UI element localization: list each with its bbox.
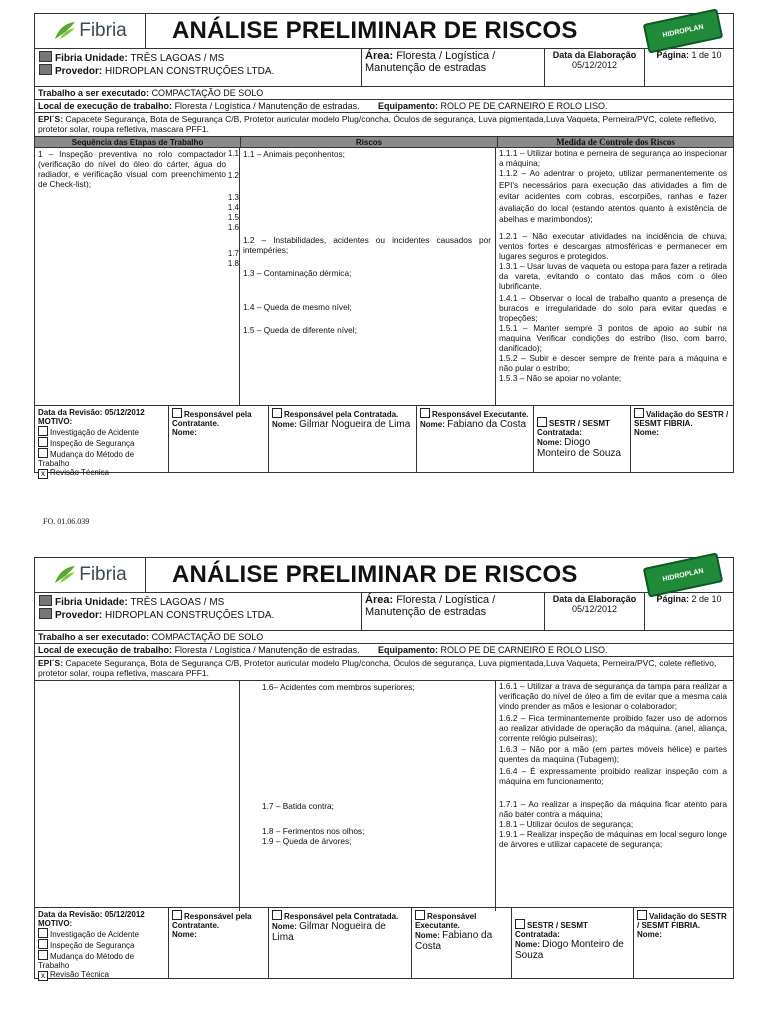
data-elaboracao-cell: Data da Elaboração 05/12/2012 [545,593,645,630]
checkbox-icon [39,64,52,75]
checkbox-icon[interactable] [415,910,425,920]
checkbox-icon[interactable] [272,910,282,920]
info-row: Fibria Unidade: TRÊS LAGOAS / MS Provedor: HIDROPLAN CONSTRUÇÕES LTDA. Área: Floresta / Logística / Manutenção de estradas Data da Elaboração 05/12/2012 Página: 1 de 10 [35,49,733,87]
checkbox-icon[interactable] [420,408,430,418]
checkbox-icon [39,608,52,619]
logo-text: Fibria [79,564,127,585]
fibria-logo [35,14,146,48]
checkbox-icon[interactable] [515,919,525,929]
checkbox-icon [39,595,52,606]
area-cell: Área: Floresta / Logística / Manutenção de estradas [362,49,545,86]
data-elaboracao-cell: Data da Elaboração 05/12/2012 [545,49,645,86]
unidade-value: TRÊS LAGOAS / MS [130,53,225,64]
medidas-list: 1.6.1 – Utilizar a trava de segurança da tampa para realizar a verificação do nível de óleo a fim de evitar que a mesma caia vindo prender as mãos e lesionar o colaborador; 1.6.2 – Fica terminantemente proibido fazer uso de adornos ao realizar atividade de operação da máquina. (anel, aliança, corrente relógio pulseiras); 1.6.3 – Não por a mão (em partes móveis hélice) e partes quentes da maquina (Tubagem); 1.6.4 – É expressamente proibido realizar inspeção com a máquina em funcionamento; 1.7.1 – Ao realizar a inspeção da máquina ficar atento para não bater contra a máquina; 1.8.1 – Utilizar óculos de segurança; 1.9.1 – Realizar inspeção de máquinas em local seguro longe de árvores e utilizar capacete de segurança; [499,681,727,849]
pagina-cell: Página: 2 de 10 [656,594,722,604]
col-etapas: Sequência das Etapas de Trabalho [35,137,241,147]
epi-row: EPI´S: Capacete Segurança, Bota de Segurança C/B, Protetor auricular modelo Plug/concha, Óculos de segurança, Luva pigmentada,Luva Vaqueta, Perneira/PVC, colete refletivo, protetor solar, roupa refletiva, mascara PFF1. [35,113,733,137]
checkbox-icon[interactable] [172,910,182,920]
column-header [35,137,733,148]
risco-1-3: 1.3 – Contaminação dérmica; [243,268,352,278]
page-title: ANÁLISE PRELIMINAR DE RISCOS [172,17,578,44]
medidas-list: 1.1.1 – Utilizar botina e perneira de segurança ao inspecionar a máquina; 1.1.2 – Ao adentrar o projeto, utilizar permanentemente os EPI's necessários para execução das atividades a fim de evitar acidentes com cobras, escorpiões, ranhas e fazer avaliação do local (estando atentos quanto à existência de abelhas e marimbondos); 1.2.1 – Não executar atividades na incidência de chuva, ventos fortes e descargas atmosféricas e permanecer em lugares seguros e protegidos. 1.3.1 – Usar luvas de vaqueta ou estopa para fazer a retirada da vareta, evitando o contato das mãos com o óleo lubrificante. 1.4.1 – Observar o local de trabalho quanto a presença de buracos e irregularidade do solo para evitar quedas e tropeções; 1.5.1 – Manter sempre 3 pontos de apoio ao subir na maquina Verificar condições do estribo (liso, com barro, danificado); 1.5.2 – Subir e descer sempre de frente para a máquina e não pular o estribo; 1.5.3 – Não se apoiar no volante; [499,148,727,383]
risco-1-4: 1.4 – Queda de mesmo nível; [243,302,352,312]
info-row: Fibria Unidade: TRÊS LAGOAS / MS Provedor: HIDROPLAN CONSTRUÇÕES LTDA. Área: Floresta / Logística / Manutenção de estradas Data da Elaboração 05/12/2012 Página: 2 de 10 [35,593,733,631]
checkbox-icon[interactable] [634,408,644,418]
local-row: Local de execução de trabalho: Floresta / Logística / Manutenção de estradas. Equipamento: ROLO PE DE CARNEIRO E ROLO LISO. [35,100,733,113]
hidroplan-logo [633,14,733,48]
risco-1-7: 1.7 – Batida contra; [262,801,334,811]
area-cell: Área: Floresta / Logística / Manutenção de estradas [362,593,545,630]
provedor-value: HIDROPLAN CONSTRUÇÕES LTDA. [105,66,275,77]
table-body [35,681,733,911]
signature-footer: Data da Revisão: 05/12/2012 MOTIVO: Investigação de Acidente Inspeção de Segurança Mudança do Método de Trabalho x Revisão Técnica Responsável pela Contratante. Nome: Responsável pela Contratada. Nome: Gilmar Nogueira de Lima Responsável Executante. Nome: Fabiano da Costa SESTR / SESMT Contratada: Nome: Diogo Monteiro de Souza Validação do SESTR / SESMT FIBRIA. Nome: [35,907,733,978]
risco-1-2: 1.2 – Instabilidades, acidentes ou incidentes causados por intempéries; [243,235,491,255]
risco-1-9: 1.9 – Queda de árvores; [262,836,352,846]
hidroplan-stamp: HIDROPLAN [643,8,724,53]
leaf-icon [53,565,77,585]
page-title: ANÁLISE PRELIMINAR DE RISCOS [172,561,578,588]
risco-1-5: 1.5 – Queda de diferente nível; [243,325,357,335]
page-header [35,558,733,593]
local-row: Local de execução de trabalho: Floresta / Logística / Manutenção de estradas. Equipamento: ROLO PE DE CARNEIRO E ROLO LISO. [35,644,733,657]
epi-row: EPI´S: Capacete Segurança, Bota de Segurança C/B, Protetor auricular modelo Plug/concha, Óculos de segurança, Luva pigmentada,Luva Vaqueta, Perneira/PVC, colete refletivo, protetor solar, roupa refletiva, mascara PFF1. [35,657,733,681]
trabalho-row: Trabalho a ser executado: COMPACTAÇÃO DE SOLO [35,87,733,100]
signature-footer: Data da Revisão: 05/12/2012 MOTIVO: Investigação de Acidente Inspeção de Segurança Mudança do Método de Trabalho x Revisão Técnica Responsável pela Contratante. Nome: Responsável pela Contratada. Nome: Gilmar Nogueira de Lima Responsável Executante. Nome: Fabiano da Costa SESTR / SESMT Contratada: Nome: Diogo Monteiro de Souza Validação do SESTR / SESMT FIBRIA. Nome: [35,405,733,472]
hidroplan-logo [633,558,733,592]
risco-1-6: 1.6– Acidentes com membros superiores; [262,682,415,692]
logo-text: Fibria [79,20,127,41]
col-medidas: Medida de Controle dos Riscos [556,137,675,147]
checkbox-icon[interactable] [172,408,182,418]
page-header [35,14,733,49]
pagina-cell: Página: 1 de 10 [656,50,722,60]
checkbox-icon[interactable] [272,408,282,418]
apr-page-2 [34,557,734,979]
risco-1-8: 1.8 – Ferimentos nos olhos; [262,826,365,836]
col-riscos: Riscos [241,137,498,147]
hidroplan-stamp: HIDROPLAN [643,552,724,597]
etapa-nums: 1.1 1.2 1.3 1.4 1.5 1.6 1.7 1.8 [227,149,239,268]
checkbox-icon [39,51,52,62]
risco-1-1: 1.1 – Animais peçonhentos; [243,149,345,159]
form-code: FO. 01.06.039 [43,517,90,526]
leaf-icon [53,21,77,41]
etapa-1: 1 – Inspeção preventiva no rolo compactador (verificação do nível do óleo do cárter, água do radiador, e verificação visual com preenchimento de Check-list); [38,149,226,189]
trabalho-row: Trabalho a ser executado: COMPACTAÇÃO DE SOLO [35,631,733,644]
apr-page-1 [34,13,734,478]
fibria-logo [35,558,146,592]
checkbox-icon[interactable] [637,910,647,920]
checkbox-icon[interactable] [537,417,547,427]
table-body [35,148,733,405]
